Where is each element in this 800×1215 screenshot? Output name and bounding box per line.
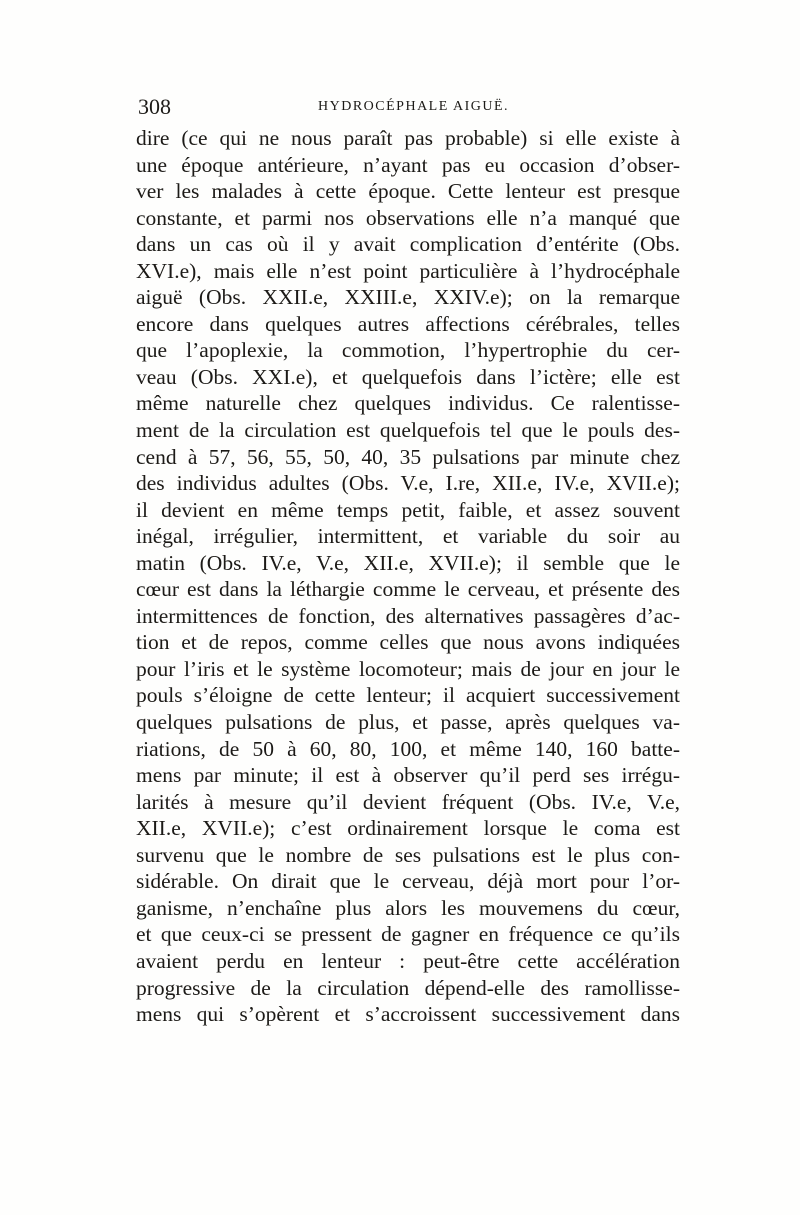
text-line: larités à mesure qu’il devient fréquent (Obs. IV.e, V.e, xyxy=(136,789,680,814)
page-number: 308 xyxy=(138,94,171,119)
text-line: pouls s’éloigne de cette lenteur; il acquiert successivement xyxy=(136,683,680,708)
text-line: ganisme, n’enchaîne plus alors les mouvemens du cœur, xyxy=(136,895,680,920)
text-line: progressive de la circulation dépend-elle des ramollisse- xyxy=(136,975,680,1000)
text-line: et que ceux-ci se pressent de gagner en fréquence ce qu’ils xyxy=(136,922,680,947)
text-line: il devient en même temps petit, faible, et assez souvent xyxy=(136,497,680,522)
text-line: cend à 57, 56, 55, 50, 40, 35 pulsations par minute chez xyxy=(136,444,680,469)
text-line: pour l’iris et le système locomoteur; mais de jour en jour le xyxy=(136,656,680,681)
text-line: tion et de repos, comme celles que nous avons indiquées xyxy=(136,630,680,655)
text-line: encore dans quelques autres affections cérébrales, telles xyxy=(136,311,680,336)
text-line: mens qui s’opèrent et s’accroissent successivement dans xyxy=(136,1002,680,1027)
text-line: quelques pulsations de plus, et passe, après quelques va- xyxy=(136,710,680,735)
text-line: XVI.e), mais elle n’est point particulière à l’hydrocéphale xyxy=(136,258,680,283)
page-header xyxy=(138,92,680,122)
text-line: des individus adultes (Obs. V.e, I.re, XII.e, IV.e, XVII.e); xyxy=(136,471,680,496)
text-line: aiguë (Obs. XXII.e, XXIII.e, XXIV.e); on la remarque xyxy=(136,285,680,310)
text-line: constante, et parmi nos observations elle n’a manqué que xyxy=(136,205,680,230)
text-line: cœur est dans la léthargie comme le cerveau, et présente des xyxy=(136,577,680,602)
text-line: avaient perdu en lenteur : peut-être cette accélération xyxy=(136,948,680,973)
text-line: riations, de 50 à 60, 80, 100, et même 140, 160 batte- xyxy=(136,736,680,761)
text-line: même naturelle chez quelques individus. Ce ralentisse- xyxy=(136,391,680,416)
text-line: dans un cas où il y avait complication d’entérite (Obs. xyxy=(136,232,680,257)
text-line: ment de la circulation est quelquefois tel que le pouls des- xyxy=(136,418,680,443)
text-line: XII.e, XVII.e); c’est ordinairement lorsque le coma est xyxy=(136,816,680,841)
body-text xyxy=(136,125,680,1028)
text-line: inégal, irrégulier, intermittent, et variable du soir au xyxy=(136,524,680,549)
text-line: sidérable. On dirait que le cerveau, déjà mort pour l’or- xyxy=(136,869,680,894)
text-line: survenu que le nombre de ses pulsations est le plus con- xyxy=(136,842,680,867)
text-line: veau (Obs. XXI.e), et quelquefois dans l’ictère; elle est xyxy=(136,364,680,389)
text-line: matin (Obs. IV.e, V.e, XII.e, XVII.e); il semble que le xyxy=(136,550,680,575)
text-line: intermittences de fonction, des alternatives passagères d’ac- xyxy=(136,603,680,628)
running-head: HYDROCÉPHALE AIGUË. xyxy=(318,99,510,114)
text-line: ver les malades à cette époque. Cette lenteur est presque xyxy=(136,179,680,204)
text-line: une époque antérieure, n’ayant pas eu occasion d’obser- xyxy=(136,152,680,177)
text-line: que l’apoplexie, la commotion, l’hypertrophie du cer- xyxy=(136,338,680,363)
text-line: mens par minute; il est à observer qu’il perd ses irrégu- xyxy=(136,763,680,788)
text-line: dire (ce qui ne nous paraît pas probable) si elle existe à xyxy=(136,126,680,150)
